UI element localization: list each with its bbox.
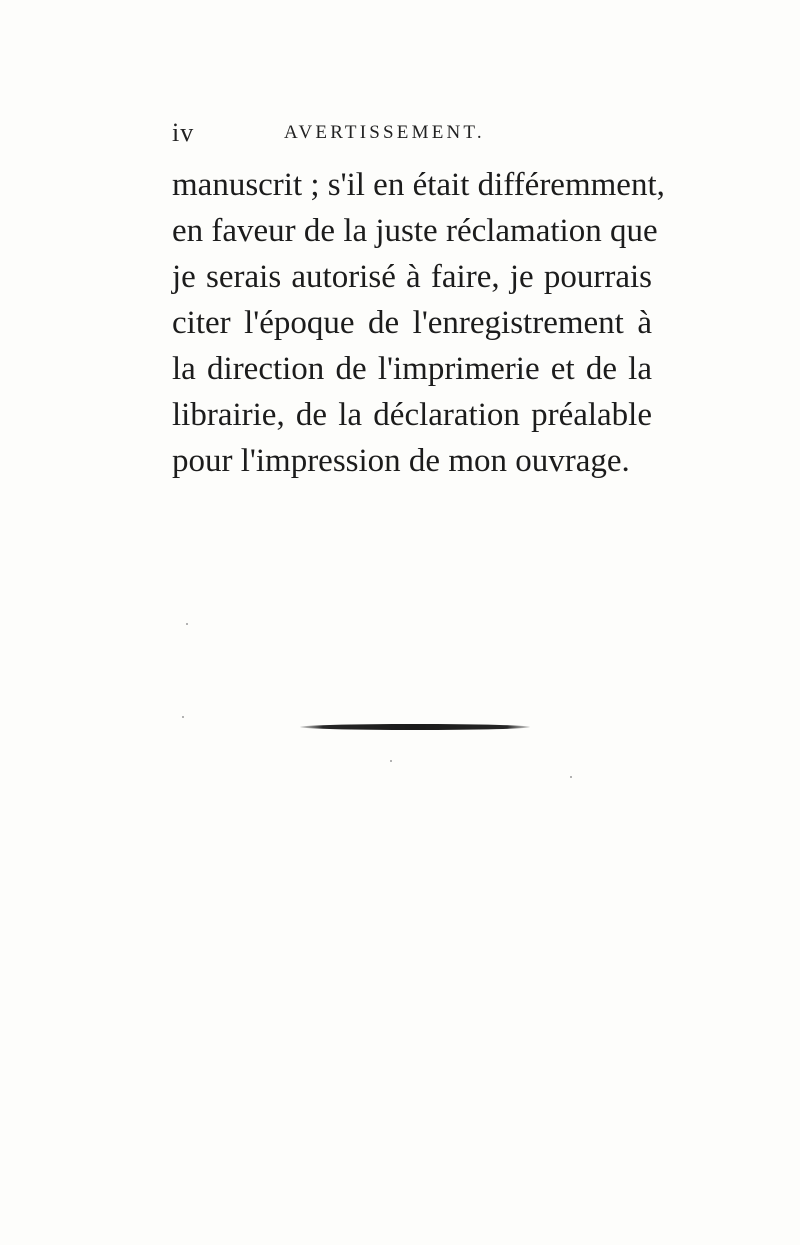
body-paragraph (172, 162, 665, 484)
running-head (172, 118, 652, 148)
ink-speck (390, 760, 392, 762)
text-line: manuscrit ; s'il en était différemment, (172, 167, 665, 203)
text-line: citer l'époque de l'enregistrement à (172, 305, 652, 341)
text-line: pour l'impression de mon ouvrage. (172, 443, 630, 479)
ink-speck (186, 623, 188, 625)
decorative-rule (300, 724, 530, 730)
text-line: je serais autorisé à faire, je pourrais (172, 259, 652, 295)
text-line: en faveur de la juste réclamation que (172, 213, 658, 249)
text-line: librairie, de la déclaration préalable (172, 397, 652, 433)
ink-speck (570, 776, 572, 778)
page-number: iv (172, 118, 195, 147)
running-title: AVERTISSEMENT. (284, 122, 485, 143)
ink-speck (182, 716, 184, 718)
text-line: la direction de l'imprimerie et de la (172, 351, 652, 387)
